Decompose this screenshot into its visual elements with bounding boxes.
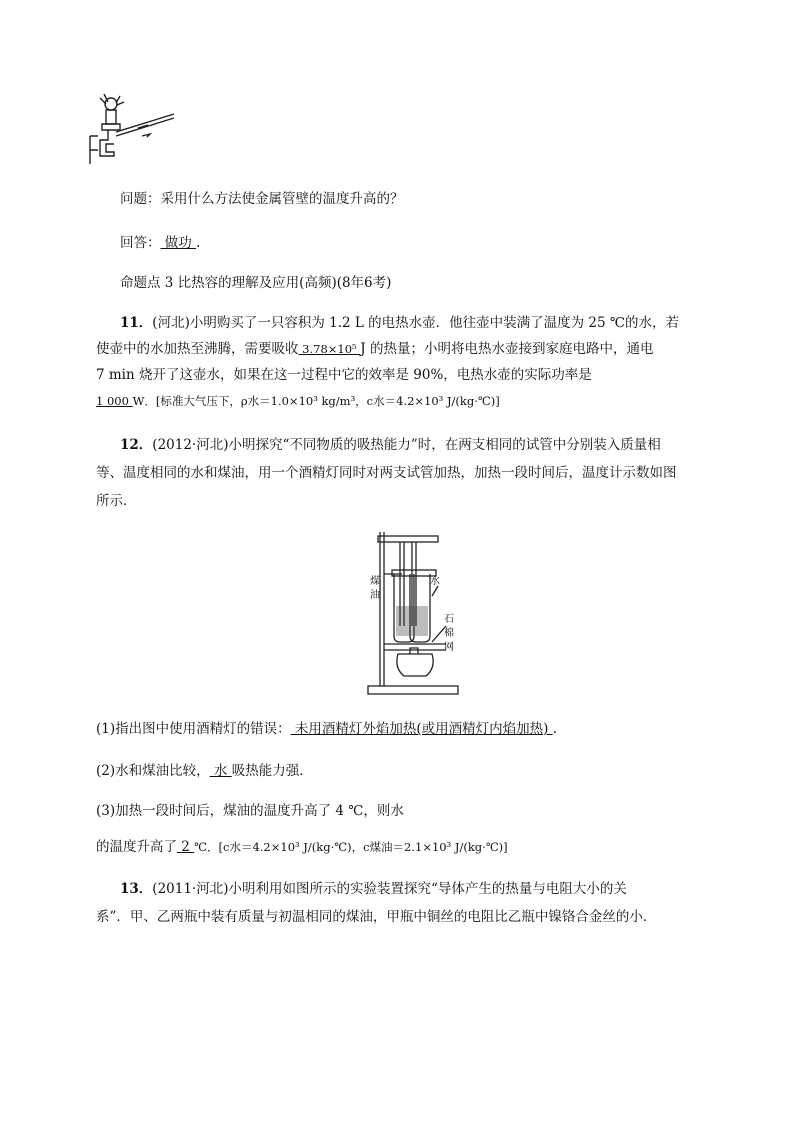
q12-sub3-text: 的温度升高了	[96, 839, 177, 855]
q11-text-1: (河北)小明购买了一只容积为 1.2 L 的电热水壶．他往壶中装满了温度为 25 ℃的水，若	[152, 315, 680, 331]
q11-text-2b: J 的热量；小明将电热水壶接到家庭电路中，通电	[360, 341, 654, 357]
label-water: 水	[430, 576, 440, 587]
q12-number: 12．	[120, 437, 153, 453]
answer-line	[96, 228, 720, 258]
q12-sub3-line1: (3)加热一段时间后，煤油的温度升高了 4 ℃，则水	[96, 803, 404, 819]
answer-end: .	[196, 235, 201, 251]
label-kerosene-2: 油	[370, 590, 380, 601]
q12-sub2-end: 吸热能力强．	[231, 763, 313, 779]
q11-blank2: 1 000	[96, 394, 133, 408]
heating-apparatus-figure	[366, 526, 462, 698]
answer-value: 做功	[160, 235, 197, 251]
q12-line2: 等、温度相同的水和煤油，用一个酒精灯同时对两支试管加热，加热一段时间后，温度计示数如图	[96, 465, 677, 481]
answer-label: 回答：	[120, 235, 161, 251]
q11-number: 11．	[120, 315, 153, 331]
q12-line3: 所示．	[96, 493, 137, 509]
metal-tube-figure	[86, 92, 176, 170]
q12-sub2	[96, 756, 696, 786]
q13-line1	[96, 874, 720, 904]
section-title: 命题点 3 比热容的理解及应用(高频)(8年6考)	[120, 275, 392, 291]
label-net-3: 网	[444, 642, 454, 653]
q12-sub2-text: (2)水和煤油比较，	[96, 763, 210, 779]
q12-sub2-answer: 水	[209, 763, 232, 779]
q11-line4	[96, 386, 696, 416]
label-net-2: 棉	[444, 628, 454, 639]
q13-text-1: (2011·河北)小明利用如图所示的实验装置探究“导体产生的热量与电阻大小的关	[152, 881, 627, 897]
q12-sub1-text: (1)指出图中使用酒精灯的错误：	[96, 721, 291, 737]
q11-text-2a: 使壶中的水加热至沸腾，需要吸收	[96, 341, 299, 357]
question-prompt: 问题：采用什么方法使金属管壁的温度升高的？	[120, 191, 404, 207]
q12-line1	[96, 430, 720, 460]
q13-line2: 系”．甲、乙两瓶中装有质量与初温相同的煤油，甲瓶中铜丝的电阻比乙瓶中镍铬合金丝的小．	[96, 909, 657, 925]
q11-line3: 7 min 烧开了这壶水，如果在这一过程中它的效率是 90%，电热水壶的实际功率是	[96, 367, 592, 383]
q12-sub1	[96, 714, 696, 744]
q11-blank1: 3.78×10⁵	[298, 342, 361, 356]
q12-sub3-end: ℃．[c水＝4.2×10³ J/(kg·℃)，c煤油＝2.1×10³ J/(kg·℃)]	[194, 840, 508, 854]
q11-text-4: W．[标准大气压下，ρ水＝1.0×10³ kg/m³，c水＝4.2×10³ J/(kg·℃)]	[132, 394, 500, 408]
q12-sub3-line2	[96, 832, 696, 862]
q12-sub3-answer: 2	[177, 839, 195, 855]
label-kerosene-1: 煤	[370, 576, 380, 587]
q13-number: 13．	[120, 881, 153, 897]
q12-sub1-end: .	[552, 721, 558, 737]
q12-text-1: (2012·河北)小明探究“不同物质的吸热能力”时，在两支相同的试管中分别装入质量相	[152, 437, 661, 453]
q12-sub1-answer: 未用酒精灯外焰加热(或用酒精灯内焰加热)	[290, 721, 553, 737]
label-net-1: 石	[444, 614, 454, 625]
